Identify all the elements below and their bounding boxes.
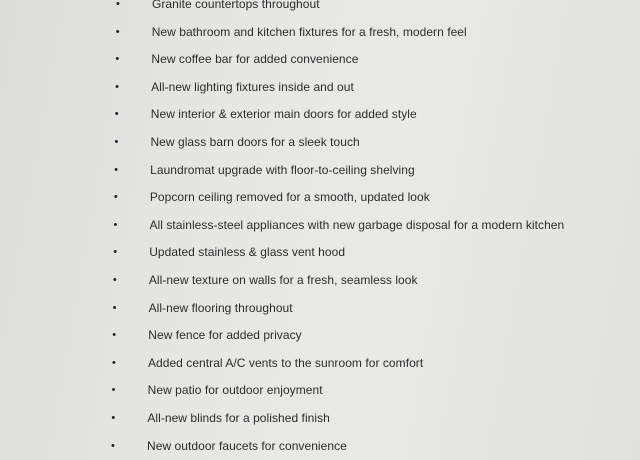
bullet-marker: • <box>111 439 115 452</box>
list-item-text: Updated stainless & glass vent hood <box>149 245 346 260</box>
list-item <box>0 215 640 235</box>
list-item <box>0 325 640 345</box>
bullet-marker: • <box>112 274 117 286</box>
bullet-marker: • <box>111 356 116 369</box>
bullet-marker: • <box>113 246 118 259</box>
list-item-text: All stainless-steel appliances with new garbage disposal for a modern kitchen <box>149 217 565 232</box>
list-item-text: New patio for outdoor enjoyment <box>147 383 323 398</box>
bullet-marker: • <box>113 191 118 204</box>
list-item <box>0 408 640 428</box>
list-item-text: New fence for added privacy <box>148 328 302 343</box>
bullet-marker: • <box>112 329 117 342</box>
bullet-marker: • <box>115 80 119 93</box>
bullet-marker: • <box>111 412 116 424</box>
list-item <box>0 160 640 180</box>
list-item <box>0 380 640 400</box>
list-item <box>0 298 640 318</box>
list-item-text: All-new flooring throughout <box>148 300 293 315</box>
list-item-text: All-new texture on walls for a fresh, seamless look <box>148 273 418 287</box>
list-item <box>0 104 640 124</box>
list-item-text: New glass barn doors for a sleek touch <box>150 135 360 149</box>
list-item-text: Popcorn ceiling removed for a smooth, updated look <box>149 190 430 205</box>
list-item-text: All-new blinds for a polished finish <box>147 411 330 425</box>
bullet-marker: • <box>115 53 120 66</box>
list-item <box>0 270 640 290</box>
list-item-text: New bathroom and kitchen fixtures for a fresh, modern feel <box>151 24 467 39</box>
bullet-marker: • <box>114 108 119 121</box>
list-item-text: Added central A/C vents to the sunroom for comfort <box>147 355 424 370</box>
bullet-marker: • <box>114 136 119 148</box>
bullet-marker: • <box>111 384 116 397</box>
list-item <box>0 132 640 152</box>
bullet-marker: • <box>113 218 118 231</box>
list-item <box>0 22 640 42</box>
list-item-text: New interior & exterior main doors for added style <box>150 107 417 122</box>
bullet-marker: • <box>115 25 120 38</box>
list-item-text: New outdoor faucets for convenience <box>147 438 347 453</box>
list-item <box>0 77 640 97</box>
bullet-marker: • <box>116 0 120 10</box>
list-item <box>0 242 640 262</box>
bullet-marker: • <box>114 163 118 176</box>
list-item-text: Granite countertops throughout <box>152 0 320 11</box>
bullet-marker: • <box>112 301 117 314</box>
list-item <box>0 49 640 69</box>
list-item <box>0 353 640 373</box>
list-item-text: Laundromat upgrade with floor-to-ceiling shelving <box>150 162 415 177</box>
list-item-text: New coffee bar for added convenience <box>151 52 359 67</box>
list-item <box>0 436 640 456</box>
list-item <box>0 187 640 207</box>
list-item <box>0 0 640 14</box>
list-item-text: All-new lighting fixtures inside and out <box>151 79 354 94</box>
